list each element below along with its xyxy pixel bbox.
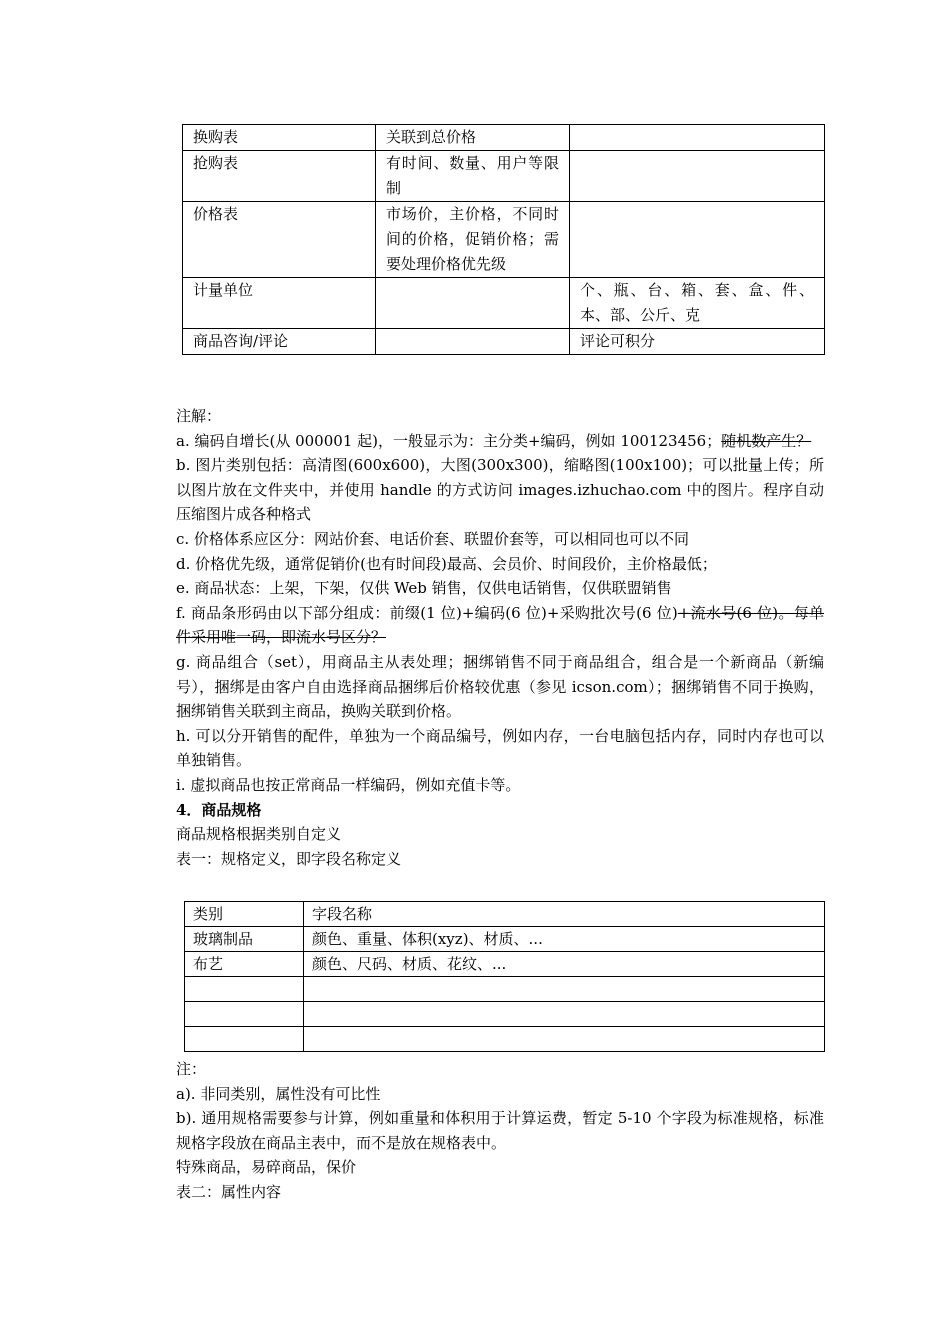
note2-a: a). 非同类别，属性没有可比性: [176, 1084, 381, 1103]
table-cell: [304, 1027, 825, 1052]
note-g: g. 商品组合（set），用商品主从表处理；捆绑销售不同于商品组合，组合是一个新商品（新编号），捆绑是由客户自由选择商品捆绑后价格较优惠（参见 icson.com）；捆绑销售不同于换购，捆绑销售关联到主商品，换购关联到价格。: [176, 652, 824, 721]
special-goods-line: 特殊商品，易碎商品，保价: [176, 1158, 357, 1177]
table-cell: [304, 977, 825, 1002]
column-header: 字段名称: [304, 902, 825, 927]
table-cell: [185, 977, 304, 1002]
table-caption: 表一：规格定义，即字段名称定义: [176, 849, 402, 868]
spec-description: 商品规格根据类别自定义: [176, 825, 342, 844]
note-a-struck-text: 随机数产生？: [721, 431, 812, 450]
note-c: c. 价格体系应区分：网站价套、电话价套、联盟价套等，可以相同也可以不同: [176, 529, 689, 548]
table-cell: 抢购表: [183, 151, 376, 202]
table-row: [183, 151, 825, 202]
table-cell: [570, 202, 825, 278]
table-cell: 价格表: [183, 202, 376, 278]
section-title: 4．商品规格: [176, 800, 262, 819]
notes2-heading: 注：: [176, 1060, 207, 1078]
table-row: [183, 278, 825, 329]
note-i: i. 虚拟商品也按正常商品一样编码，例如充值卡等。: [176, 775, 521, 794]
note-f: [176, 601, 824, 650]
spec-definition-table: [184, 901, 825, 1052]
table-cell: [376, 278, 570, 329]
table-cell: 计量单位: [183, 278, 376, 329]
table2-caption: 表二：属性内容: [176, 1182, 282, 1201]
note-h: h. 可以分开销售的配件，单独为一个商品编号，例如内存，一台电脑包括内存，同时内存也可以单独销售。: [176, 726, 824, 770]
table-cell: 玻璃制品: [185, 927, 304, 952]
table-row: [185, 1002, 825, 1027]
table-cell: [570, 125, 825, 151]
table-cell: 颜色、尺码、材质、花纹、...: [304, 952, 825, 977]
notes2-section: [176, 1057, 824, 1205]
table-cell: [185, 1002, 304, 1027]
table-cell: 换购表: [183, 125, 376, 151]
note-a: [176, 429, 824, 454]
table-cell: [185, 1027, 304, 1052]
table-row: [183, 329, 825, 355]
table-cell: [304, 1002, 825, 1027]
note2-b: b). 通用规格需要参与计算，例如重量和体积用于计算运费，暂定 5-10 个字段为标准规格，标准规格字段放在商品主表中，而不是放在规格表中。: [176, 1109, 824, 1152]
table-cell: 颜色、重量、体积(xyz)、材质、...: [304, 927, 825, 952]
table-row: [185, 927, 825, 952]
note-b: b. 图片类别包括：高清图(600x600)，大图(300x300)，缩略图(100x100)；可以批量上传；所以图片放在文件夹中，并使用 handle 的方式访问 images.izhuchao.com 中的图片。程序自动压缩图片成各种格式: [176, 456, 824, 524]
note-a-text: a. 编码自增长(从 000001 起)，一般显示为：主分类+编码，例如 100123456；: [176, 431, 722, 450]
notes-section: [176, 404, 824, 871]
table-cell: 评论可积分: [570, 329, 825, 355]
table-row: [185, 977, 825, 1002]
table-cell: 有时间、数量、用户等限制: [376, 151, 570, 202]
notes-heading: 注解：: [176, 407, 222, 425]
table-cell: 市场价，主价格，不同时间的价格，促销价格；需要处理价格优先级: [376, 202, 570, 278]
table-cell: 关联到总价格: [376, 125, 570, 151]
product-tables-table: [182, 124, 825, 355]
table-row: [185, 1027, 825, 1052]
table-cell: [376, 329, 570, 355]
table-header-row: [185, 902, 825, 927]
note-f-struck-text: +流水号(6 位)。每单件采用唯一码，即流水号区分？: [176, 603, 824, 647]
table-cell: 个、瓶、台、箱、套、盒、件、本、部、公斤、克: [570, 278, 825, 329]
table-cell: 布艺: [185, 952, 304, 977]
note-f-text: f. 商品条形码由以下部分组成：前缀(1 位)+编码(6 位)+采购批次号(6 位): [176, 603, 678, 622]
table-row: [185, 952, 825, 977]
table-row: [183, 125, 825, 151]
note-e: e. 商品状态：上架，下架，仅供 Web 销售，仅供电话销售，仅供联盟销售: [176, 579, 672, 598]
table-cell: [570, 151, 825, 202]
note-d: d. 价格优先级，通常促销价(也有时间段)最高、会员价、时间段价，主价格最低；: [176, 554, 717, 573]
column-header: 类别: [185, 902, 304, 927]
table-row: [183, 202, 825, 278]
table-cell: 商品咨询/评论: [183, 329, 376, 355]
